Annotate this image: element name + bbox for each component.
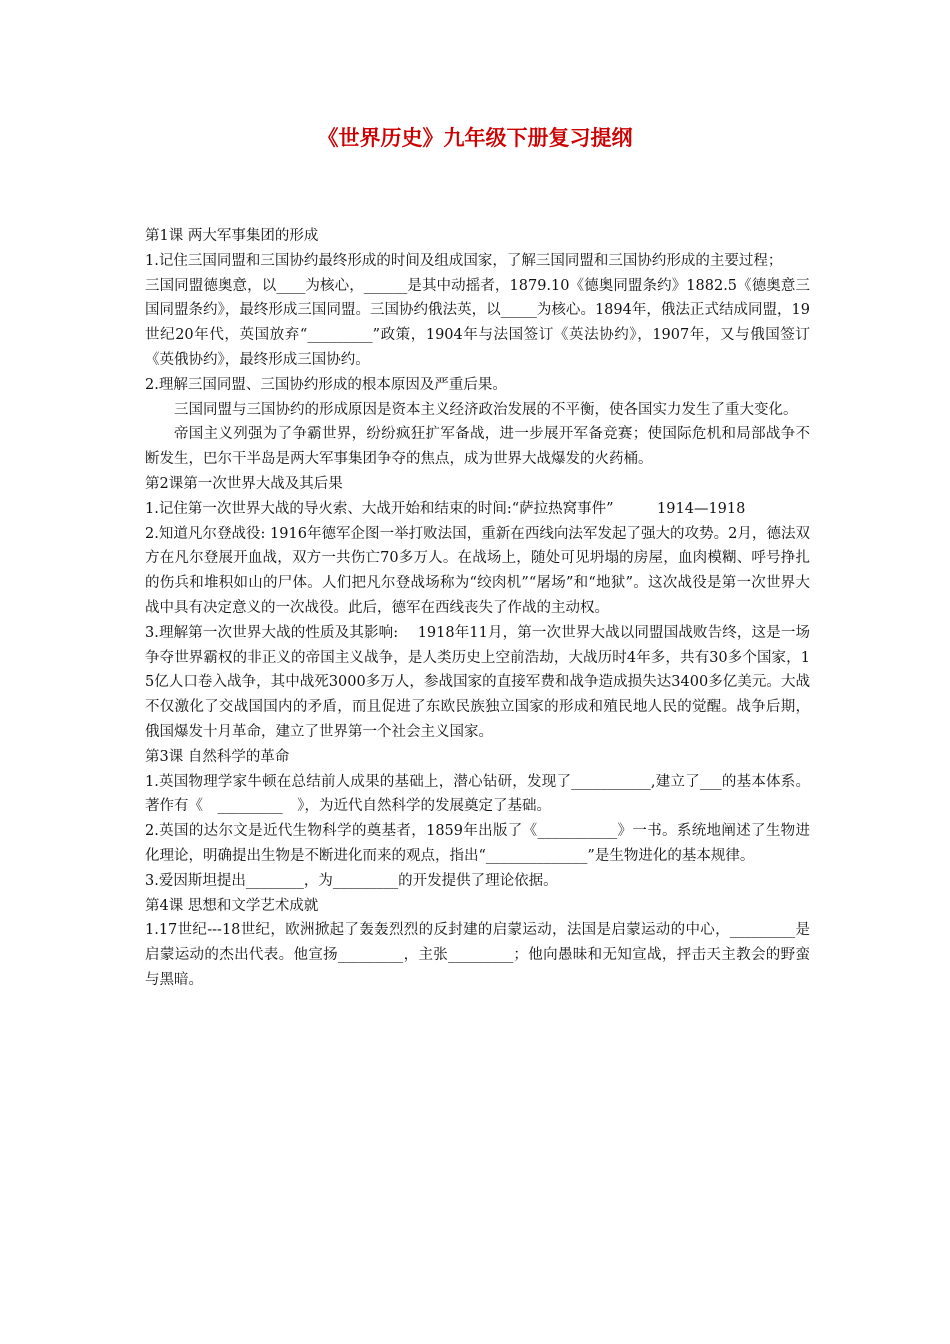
lesson-2-item-3: 3.理解第一次世界大战的性质及其影响: 1918年11月，第一次世界大战以同盟国战败告终，这是一场争夺世界霸权的非正义的帝国主义战争，是人类历史上空前浩劫，大战历时4年多，共有30多个国家，15亿人口卷入战争，其中战死3000多万人，参战国家的直接军费和战争造成损失达3400多亿美元。大战不仅激化了交战国国内的矛盾，而且促进了东欧民族独立国家的形成和殖民地人民的觉醒。战争后期，俄国爆发十月革命，建立了世界第一个社会主义国家。 [145, 624, 810, 740]
lesson-4-heading: 第4课 思想和文学艺术成就 [145, 897, 319, 914]
lesson-1-item-1: 1.记住三国同盟和三国协约最终形成的时间及组成国家，了解三国同盟和三国协约形成的主要过程； [145, 252, 783, 269]
lesson-3-item-2: 2.英国的达尔文是近代生物科学的奠基者，1859年出版了《___________》一书。系统地阐述了生物进化理论，明确提出生物是不断进化而来的观点，指出“______________”是生物进化的基本规律。 [145, 823, 810, 864]
lesson-2-item-1: 1.记住第一次世界大战的导火索、大战开始和结束的时间:“萨拉热窝事件” 1914—1918 [145, 500, 746, 517]
lesson-1-item-2-cause: 三国同盟与三国协约的形成原因是资本主义经济政治发展的不平衡，使各国实力发生了重大变化。 [174, 401, 798, 418]
lesson-1-item-2: 2.理解三国同盟、三国协约形成的根本原因及严重后果。 [145, 376, 507, 393]
lesson-3-heading: 第3课 自然科学的革命 [145, 748, 290, 765]
document-body [145, 224, 810, 993]
page-title: 《世界历史》九年级下册复习提纲 [317, 126, 633, 150]
lesson-1-item-2-consequence: 帝国主义列强为了争霸世界，纷纷疯狂扩军备战，进一步展开军备竞赛；使国际危机和局部战争不断发生，巴尔干半岛是两大军事集团争夺的焦点，成为世界大战爆发的火药桶。 [145, 426, 810, 468]
lesson-3-item-3: 3.爱因斯坦提出________，为_________的开发提供了理论依据。 [145, 872, 558, 889]
lesson-2-heading: 第2课第一次世界大战及其后果 [145, 475, 343, 492]
lesson-2-item-2: 2.知道凡尔登战役: 1916年德军企图一举打败法国，重新在西线向法军发起了强大的攻势。2月，德法双方在凡尔登展开血战，双方一共伤亡70多万人。在战场上，随处可见坍塌的房屋，血肉模糊、呼号挣扎的伤兵和堆积如山的尸体。人们把凡尔登战场称为“绞肉机”“屠场”和“地狱”。这次战役是第一次世界大战中具有决定意义的一次战役。此后，德军在西线丧失了作战的主动权。 [145, 525, 810, 616]
lesson-1-heading: 第1课 两大军事集团的形成 [145, 228, 319, 244]
lesson-1-item-1-text: 三国同盟德奥意，以____为核心，______是其中动摇者，1879.10《德奥同盟条约》1882.5《德奥意三国同盟条约》，最终形成三国同盟。三国协约俄法英，以_____为核心。1894年，俄法正式结成同盟，19世纪20年代，英国放弃“_________”政策，1904年与法国签订《英法协约》，1907年，又与俄国签订《英俄协约》，最终形成三国协约。 [145, 277, 810, 368]
lesson-3-item-1: 1.英国物理学家牛顿在总结前人成果的基础上，潜心钻研，发现了___________,建立了___的基本体系。著作有《 _________ 》，为近代自然科学的发展奠定了基础。 [145, 773, 810, 815]
lesson-4-item-1: 1.17世纪---18世纪，欧洲掀起了轰轰烈烈的反封建的启蒙运动，法国是启蒙运动的中心，_________是启蒙运动的杰出代表。他宣扬_________，主张_________；他向愚昧和无知宣战，抨击天主教会的野蛮与黑暗。 [145, 922, 810, 988]
